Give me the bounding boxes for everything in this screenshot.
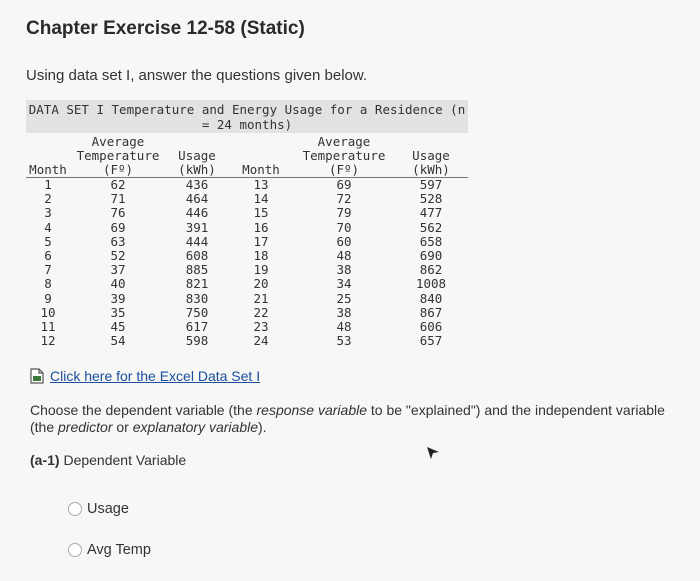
table-caption-line1: DATA SET I Temperature and Energy Usage for a Residence (n (28, 102, 466, 117)
table-cell: 1 (44, 177, 52, 193)
table-cell: 22 (253, 304, 269, 320)
table-header-row (26, 163, 468, 178)
table-cell: 17 (253, 233, 269, 249)
table-cell: 885 (185, 262, 209, 278)
table-row (26, 292, 468, 306)
table-cell: 37 (110, 262, 126, 278)
header-cell (26, 149, 70, 163)
spreadsheet-file-icon (30, 368, 44, 384)
table-cell: 52 (110, 248, 126, 264)
table-row (26, 206, 468, 220)
instruction-part: ). (258, 419, 267, 435)
table-cell: 14 (253, 191, 269, 207)
table-cell: 62 (110, 177, 126, 193)
instruction-part: Choose the dependent variable (the (30, 402, 257, 418)
table-row (26, 249, 468, 263)
radio-button[interactable] (68, 502, 82, 516)
table-cell: 20 (253, 276, 269, 292)
table-caption (26, 100, 468, 133)
table-cell: 11 (40, 318, 56, 334)
table-cell: 617 (185, 318, 209, 334)
table-cell: 45 (110, 318, 126, 334)
table-cell: 8 (44, 276, 52, 292)
table-row (26, 277, 468, 291)
header-cell: Temperature (302, 148, 386, 163)
table-cell: 23 (253, 318, 269, 334)
header-cell (228, 135, 294, 149)
header-cell (228, 149, 294, 163)
table-cell: 391 (185, 219, 209, 235)
header-cell: (Fº) (294, 163, 394, 178)
table-cell: 54 (110, 333, 126, 349)
table-cell: 436 (185, 177, 209, 193)
option-label: Usage (87, 501, 129, 517)
table-cell: 657 (419, 333, 443, 349)
header-cell (26, 135, 70, 149)
table-cell: 76 (110, 205, 126, 221)
header-cell: Month (228, 163, 294, 178)
table-header-row (26, 149, 468, 163)
table-cell: 6 (44, 248, 52, 264)
excel-data-link[interactable]: Click here for the Excel Data Set I (50, 368, 261, 384)
instruction-part: to be "explained") and the independent variable (the (30, 402, 665, 435)
table-cell: 862 (419, 262, 443, 278)
table-cell: 16 (253, 219, 269, 235)
table-cell: 1008 (415, 276, 447, 292)
header-cell: Usage (412, 148, 450, 163)
table-body (26, 178, 468, 349)
table-cell: 528 (419, 191, 443, 207)
table-cell: 446 (185, 205, 209, 221)
table-cell: 821 (185, 276, 209, 292)
question-number: (a-1) (30, 452, 60, 468)
header-cell: Average (91, 134, 145, 149)
table-cell: 48 (336, 248, 352, 264)
header-cell: Temperature (76, 148, 160, 163)
table-cell: 4 (44, 219, 52, 235)
table-cell: 38 (336, 262, 352, 278)
option-avg-temp[interactable] (68, 542, 151, 558)
table-row (26, 334, 468, 348)
table-cell: 15 (253, 205, 269, 221)
table-cell: 597 (419, 177, 443, 193)
table-cell: 9 (44, 290, 52, 306)
table-cell: 658 (419, 233, 443, 249)
table-cell: 35 (110, 304, 126, 320)
option-usage[interactable] (68, 501, 129, 517)
table-cell: 34 (336, 276, 352, 292)
table-cell: 39 (110, 290, 126, 306)
table-cell: 53 (336, 333, 352, 349)
header-cell: (kWh) (166, 163, 228, 178)
instruction-part: or (112, 419, 133, 435)
table-row (26, 221, 468, 235)
table-cell: 690 (419, 248, 443, 264)
table-cell: 867 (419, 304, 443, 320)
response-term: response variable (256, 402, 368, 418)
table-row (26, 178, 468, 193)
table-cell: 71 (110, 191, 126, 207)
data-set-table (26, 100, 468, 348)
table-cell: 69 (336, 177, 352, 193)
header-cell: Average (317, 134, 371, 149)
header-cell (394, 135, 468, 149)
table-header-row (26, 135, 468, 149)
table-row (26, 320, 468, 334)
header-cell: (Fº) (70, 163, 166, 178)
table-cell: 7 (44, 262, 52, 278)
table-cell: 69 (110, 219, 126, 235)
table-cell: 48 (336, 318, 352, 334)
table-cell: 12 (40, 333, 56, 349)
table-cell: 38 (336, 304, 352, 320)
table-cell: 60 (336, 233, 352, 249)
intro-text: Using data set I, answer the questions given below. (26, 67, 368, 84)
mouse-pointer-icon (426, 446, 440, 465)
table-cell: 598 (185, 333, 209, 349)
table-cell: 606 (419, 318, 443, 334)
table-cell: 24 (253, 333, 269, 349)
header-cell: (kWh) (394, 163, 468, 178)
table-row (26, 235, 468, 249)
table-cell: 21 (253, 290, 269, 306)
table-cell: 562 (419, 219, 443, 235)
question-label (30, 452, 186, 468)
header-cell: Usage (178, 148, 216, 163)
page-title: Chapter Exercise 12-58 (Static) (26, 18, 305, 39)
table-cell: 608 (185, 248, 209, 264)
table-cell: 25 (336, 290, 352, 306)
question-text: Dependent Variable (59, 452, 187, 468)
table-cell: 750 (185, 304, 209, 320)
table-row (26, 263, 468, 277)
table-cell: 464 (185, 191, 209, 207)
header-cell: Month (26, 163, 70, 178)
table-row (26, 192, 468, 206)
table-cell: 70 (336, 219, 352, 235)
table-cell: 19 (253, 262, 269, 278)
table-cell: 13 (253, 177, 269, 193)
table-cell: 477 (419, 205, 443, 221)
table-cell: 840 (419, 290, 443, 306)
table-cell: 40 (110, 276, 126, 292)
table-cell: 2 (44, 191, 52, 207)
table-cell: 830 (185, 290, 209, 306)
header-cell (166, 135, 228, 149)
table-cell: 3 (44, 205, 52, 221)
table-row (26, 306, 468, 320)
table-cell: 79 (336, 205, 352, 221)
option-label: Avg Temp (87, 542, 151, 558)
table-cell: 63 (110, 233, 126, 249)
instruction-text (30, 402, 670, 436)
table-caption-line2: = 24 months) (201, 117, 293, 132)
table-cell: 18 (253, 248, 269, 264)
radio-button[interactable] (68, 543, 82, 557)
predictor-term: predictor (58, 419, 113, 435)
table-cell: 5 (44, 233, 52, 249)
table-cell: 10 (40, 304, 56, 320)
table-cell: 444 (185, 233, 209, 249)
table-cell: 72 (336, 191, 352, 207)
explanatory-term: explanatory variable (132, 419, 259, 435)
excel-link-row[interactable] (30, 368, 260, 384)
